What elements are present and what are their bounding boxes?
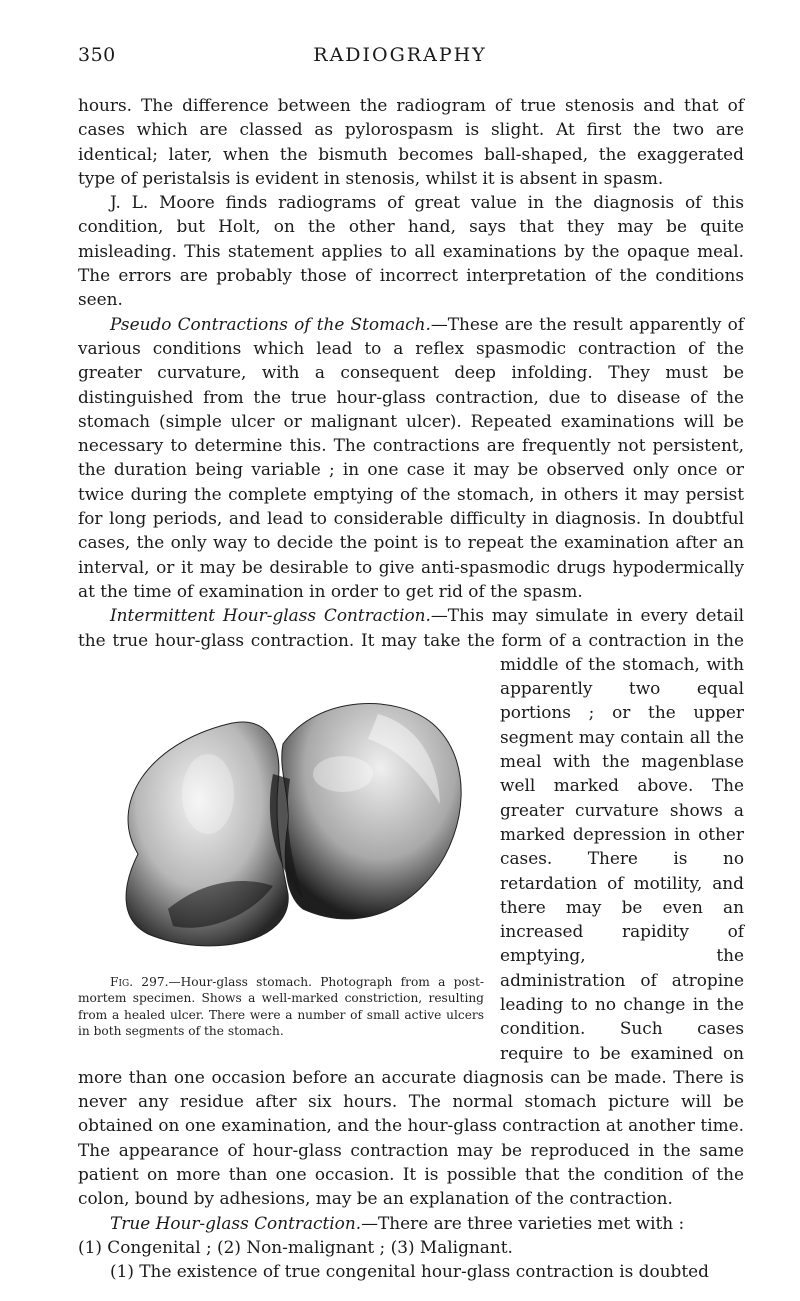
heading-true-hourglass: True Hour-glass Contraction. [110,1212,362,1233]
page-number: 350 [78,44,116,66]
pseudo-contractions-text: —These are the result apparently of various conditions which lead to a reflex spasmodic contraction of the greater curvature, with a consequent deep infolding. They must be distinguished from the true hour-glass contraction, due to disease of the stomach (simple ulcer or malignant ulcer). Repeated examinations will be necessary to determine this. The contractions are frequently not persistent, the duration being variable ; in one case it may be observed only once or twice during the complete emptying of the stomach, in others it may persist for long periods, and lead to considerable difficulty in diagnosis. In doubtful cases, the only way to decide the point is to repeat the examination after an interval, or it may be desirable to give anti-spasmodic drugs hypodermically at the time of examination in order to get rid of the spasm. [78,313,744,601]
intermittent-text-continued: the middle of the stomach, with apparently two equal portions ; or the upper segment may contain all the meal with the magenblase well marked above. The greater curvature shows a marked depression in other cases. There is no retardation of motility, and there may be even an increased rapidity of emptying, the administration of atropine leading to no change in the condition. Such cases require to be examined on more than one occasion before an accurate diagnosis can be made. There is never any residue after six hours. The normal stomach picture will be obtained on one examination, and the hour-glass contraction at another time. The appearance of hour-glass contraction may be reproduced in the same patient on more than one occasion. It is possible that the condition of the colon, bound by adhesions, may be an explanation of the contraction. [78,629,744,1209]
running-title: RADIOGRAPHY [313,44,487,66]
paragraph-intermittent [78,603,744,1210]
heading-pseudo-contractions: Pseudo Contractions of the Stomach. [110,313,431,334]
paragraph-moore-holt: J. L. Moore finds radiograms of great value in the diagnosis of this condition, but Holt, on the other hand, says that they may be quite misleading. This statement applies to all examinations by the opaque meal. The errors are probably those of incorrect interpretation of the conditions seen. [78,192,744,310]
figure-caption-text: —Hour-glass stomach. Photograph from a post-mortem specimen. Shows a well-marked constriction, resulting from a healed ulcer. There were a number of small active ulcers in both segments of the stomach. [78,974,484,1039]
heading-intermittent: Intermittent Hour-glass Contraction. [110,605,431,626]
stomach-photograph [78,654,486,974]
figure-label: Fig. 297. [110,974,169,989]
varieties-list: (1) Congenital ; (2) Non-malignant ; (3) Malignant. [78,1236,513,1257]
true-hourglass-intro: —There are three varieties met with : [361,1212,685,1233]
paragraph-stenosis: hours. The difference between the radiogram of true stenosis and that of cases which are classed as pylorospasm is slight. At first the two are identical; later, when the bismuth becomes ball-shaped, the exaggerated type of peristalsis is evident in stenosis, whilst it is absent in spasm. [78,95,744,188]
paragraph-true-hourglass [78,1211,744,1235]
body-text [78,93,744,1284]
paragraph-congenital: (1) The existence of true congenital hour-glass contraction is doubted [110,1261,709,1282]
intermittent-text-lead: —This may simulate in every detail the true hour-glass contraction. It may take the form of a contraction in [78,605,744,650]
figure-caption [78,974,484,1040]
paragraph-pseudo-contractions [78,312,744,604]
figure-297 [78,654,486,1054]
